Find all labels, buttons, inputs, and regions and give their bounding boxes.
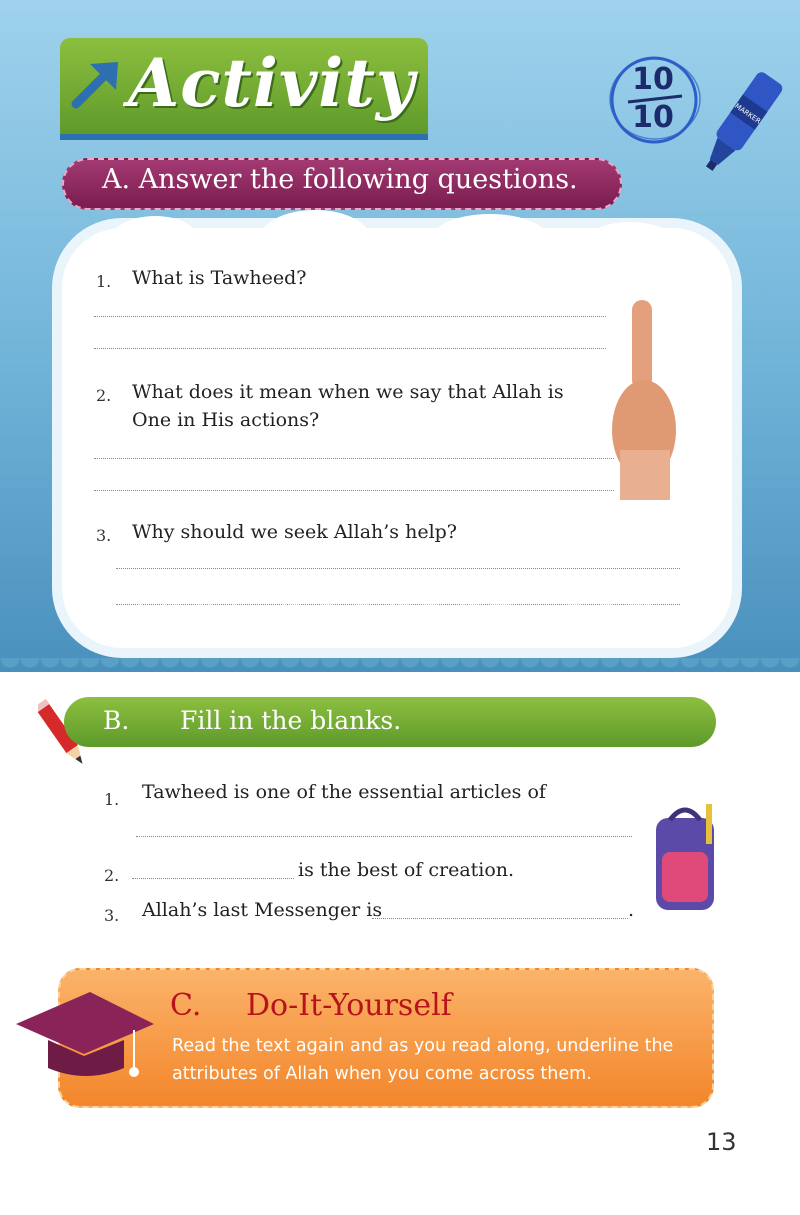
page-number: 13 <box>706 1128 737 1156</box>
score-top: 10 <box>632 62 674 97</box>
blank-line[interactable] <box>136 836 632 837</box>
question-2-text: What does it mean when we say that Allah is One in His actions? <box>132 381 564 431</box>
cloud-bump <box>580 222 680 272</box>
cloud-bump <box>430 214 550 268</box>
section-c-letter: C. <box>170 988 202 1023</box>
question-3-text: Why should we seek Allah’s help? <box>132 521 457 543</box>
answer-line[interactable] <box>94 458 614 459</box>
graduation-cap-icon <box>14 984 156 1084</box>
answer-line[interactable] <box>116 568 680 569</box>
blank-2-number: 2. <box>104 866 120 885</box>
blank-1-number: 1. <box>104 790 120 809</box>
cloud-bump <box>260 210 370 266</box>
blank-3-text: Allah’s last Messenger is <box>142 899 383 921</box>
blank-1-text: Tawheed is one of the essential articles of <box>142 781 546 803</box>
score-bottom: 10 <box>632 100 674 135</box>
section-c-instructions: Read the text again and as you read along, underline the attributes of Allah when you come across them. <box>172 1036 674 1084</box>
arrow-up-right-icon <box>70 56 124 110</box>
section-b-heading: Fill in the blanks. <box>180 706 402 735</box>
watermark: www.noorart.com <box>138 586 662 642</box>
blank-3-end: . <box>628 899 635 921</box>
activity-title: Activity <box>128 44 416 122</box>
section-b-letter: B. <box>103 706 130 735</box>
activity-underline <box>60 134 428 140</box>
section-a-heading: A. Answer the following questions. <box>102 164 578 195</box>
answer-line[interactable] <box>94 490 614 491</box>
section-c-heading: Do-It-Yourself <box>246 988 452 1023</box>
blank-3-number: 3. <box>104 906 120 925</box>
answer-line[interactable] <box>94 348 606 349</box>
marker-label: MARKER <box>733 101 763 126</box>
marker-pen-icon <box>690 58 790 188</box>
question-1-number: 1. <box>96 272 112 291</box>
cloud-bump <box>110 216 200 266</box>
question-1-text: What is Tawheed? <box>132 267 307 289</box>
answer-line[interactable] <box>94 316 606 317</box>
question-3-number: 3. <box>96 526 112 545</box>
scallop-border <box>0 658 800 680</box>
pointing-finger-icon <box>610 300 680 500</box>
blank-line[interactable] <box>372 918 628 919</box>
blank-2-text: is the best of creation. <box>298 859 515 881</box>
question-2-number: 2. <box>96 386 112 405</box>
blank-line[interactable] <box>132 878 294 879</box>
school-bag-icon <box>652 800 722 915</box>
